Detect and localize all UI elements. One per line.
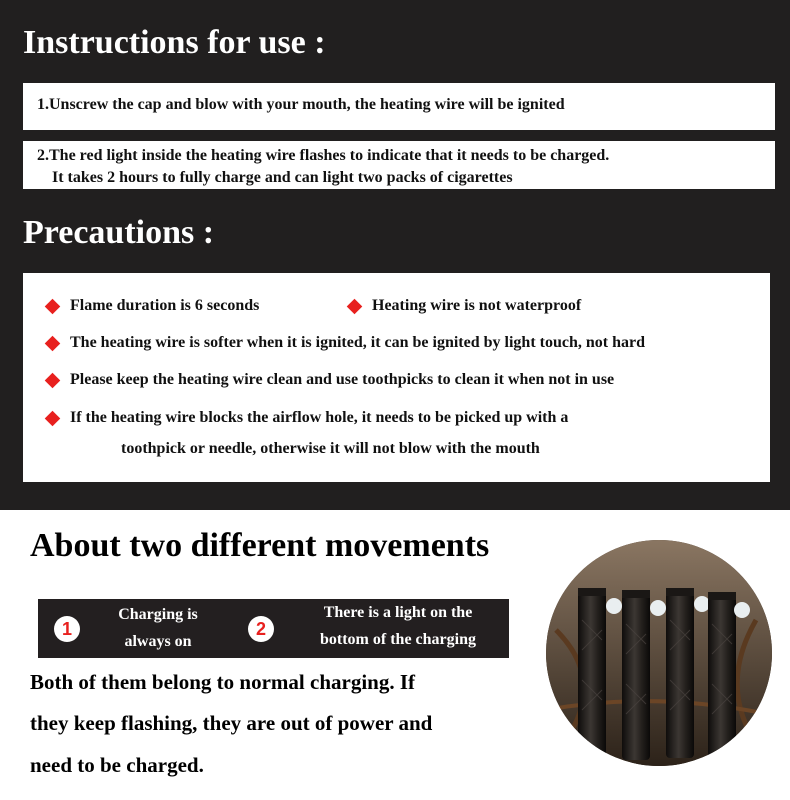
instruction-step-1 [23, 83, 775, 130]
precautions-title: Precautions : [23, 214, 215, 251]
red-diamond-icon [347, 298, 363, 314]
precaution-item [47, 334, 645, 352]
product-photo [546, 540, 772, 766]
number-2-badge: 2 [248, 616, 274, 642]
precaution-text: Please keep the heating wire clean and use toothpicks to clean it when not in use [70, 371, 615, 388]
instruction-step-1-text: 1.Unscrew the cap and blow with your mouth, the heating wire will be ignited [37, 96, 565, 113]
movements-title: About two different movements [30, 527, 490, 564]
charging-note-line3: need to be charged. [30, 753, 204, 777]
instructions-title: Instructions for use : [23, 24, 326, 61]
option1-line1: Charging is [118, 606, 198, 623]
number-1-badge: 1 [54, 616, 80, 642]
red-diamond-icon [45, 298, 61, 314]
red-diamond-icon [45, 335, 61, 351]
instruction-step-2-line2: It takes 2 hours to fully charge and can light two packs of cigarettes [52, 169, 513, 186]
option2-line2: bottom of the charging [320, 631, 476, 648]
charging-note-line1: Both of them belong to normal charging. If [30, 670, 415, 694]
precaution-text: If the heating wire blocks the airflow hole, it needs to be picked up with a [70, 409, 569, 426]
precautions-box [23, 273, 770, 482]
option2-line1: There is a light on the [323, 604, 473, 621]
charging-note-line2: they keep flashing, they are out of power and [30, 711, 433, 735]
precaution-item [47, 371, 614, 389]
precaution-text: Flame duration is 6 seconds [70, 297, 260, 314]
instruction-step-2-line1: 2.The red light inside the heating wire flashes to indicate that it needs to be charged. [37, 147, 610, 164]
red-diamond-icon [45, 410, 61, 426]
precaution-continuation [121, 440, 540, 458]
precaution-item [349, 297, 581, 315]
precaution-item [47, 409, 568, 427]
precaution-text: toothpick or needle, otherwise it will not blow with the mouth [121, 440, 540, 457]
movement-options-bar [38, 599, 509, 658]
lighters-illustration [546, 540, 772, 766]
option1-line2: always on [124, 633, 192, 650]
red-diamond-icon [45, 372, 61, 388]
instruction-step-2 [23, 141, 775, 189]
precaution-item [47, 297, 259, 315]
precaution-text: Heating wire is not waterproof [372, 297, 582, 314]
precaution-text: The heating wire is softer when it is ignited, it can be ignited by light touch, not hard [70, 334, 645, 351]
